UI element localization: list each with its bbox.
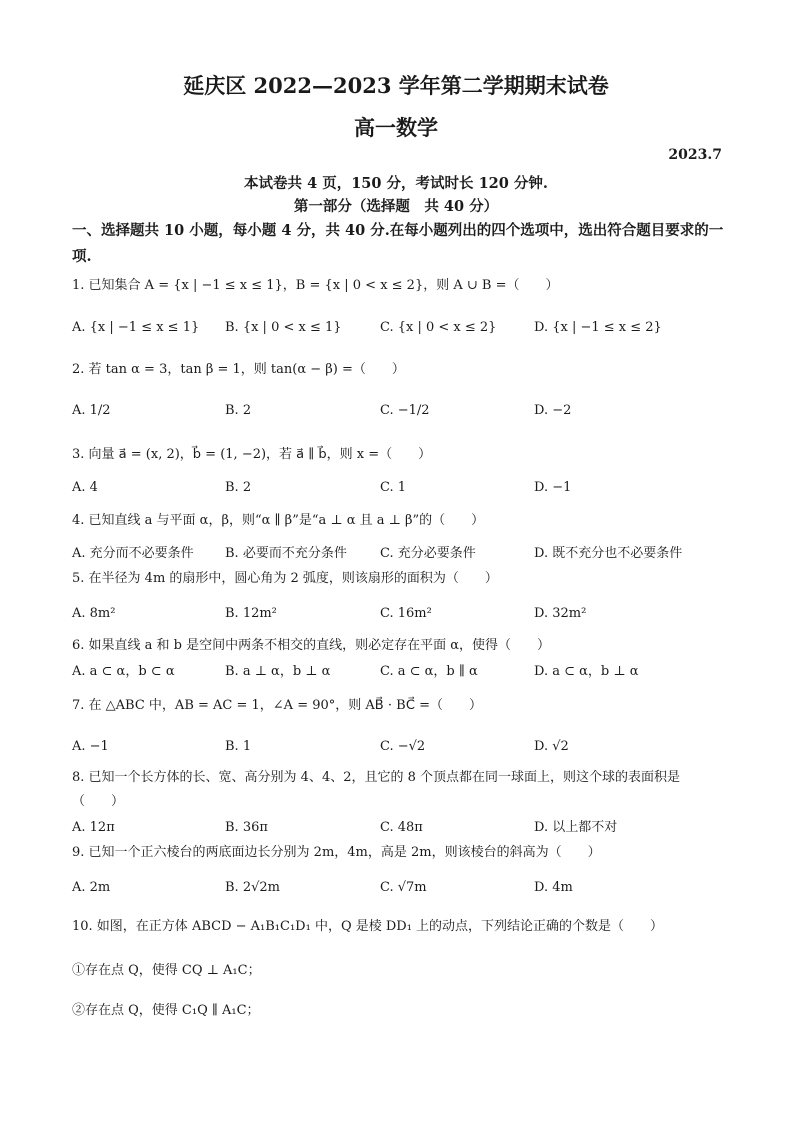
question-2-option-a: A. 1/2 bbox=[72, 403, 111, 418]
part-heading: 第一部分（选择题 共 40 分） bbox=[293, 198, 499, 215]
question-5-option-b: B. 12m² bbox=[225, 606, 277, 621]
question-1-stem: 1. 已知集合 A = {x | −1 ≤ x ≤ 1}，B = {x | 0 < x ≤ 2}，则 A ∪ B =（ ） bbox=[72, 278, 559, 293]
question-5-option-d: D. 32m² bbox=[534, 606, 587, 621]
question-9-option-b: B. 2√2m bbox=[225, 880, 280, 895]
question-8-stem-continued: （ ） bbox=[72, 794, 125, 809]
question-7-option-b: B. 1 bbox=[225, 739, 252, 754]
question-3-option-c: C. 1 bbox=[380, 480, 407, 495]
section-heading: 一、选择题共 10 小题，每小题 4 分，共 40 分.在每小题列出的四个选项中，选出符合题目要求的一项. bbox=[72, 222, 724, 265]
question-4-option-c: C. 充分必要条件 bbox=[380, 546, 476, 561]
question-2-option-c: C. −1/2 bbox=[380, 403, 430, 418]
question-6-option-c: C. a ⊂ α，b ∥ α bbox=[380, 664, 478, 679]
question-9-stem: 9. 已知一个正六棱台的两底面边长分别为 2m，4m，高是 2m，则该棱台的斜高为（ ） bbox=[72, 845, 601, 860]
question-4-option-a: A. 充分而不必要条件 bbox=[72, 546, 194, 561]
question-3-stem: 3. 向量 a⃗ = (x, 2)，b⃗ = (1, −2)，若 a⃗ ∥ b⃗，则 x =（ ） bbox=[72, 447, 432, 462]
question-6-option-d: D. a ⊂ α，b ⊥ α bbox=[534, 664, 639, 679]
question-2-option-b: B. 2 bbox=[225, 403, 252, 418]
question-4-option-b: B. 必要而不充分条件 bbox=[225, 546, 347, 561]
question-1-option-d: D. {x | −1 ≤ x ≤ 2} bbox=[534, 320, 662, 335]
question-8-option-d: D. 以上都不对 bbox=[534, 820, 618, 835]
question-6-option-b: B. a ⊥ α，b ⊥ α bbox=[225, 664, 331, 679]
question-10-statement-1: ①存在点 Q，使得 CQ ⊥ A₁C； bbox=[72, 963, 261, 978]
question-8-option-b: B. 36π bbox=[225, 820, 268, 835]
question-10-statement-2: ②存在点 Q，使得 C₁Q ∥ A₁C； bbox=[72, 1003, 260, 1018]
question-7-option-a: A. −1 bbox=[72, 739, 109, 754]
question-2-option-d: D. −2 bbox=[534, 403, 572, 418]
question-9-option-d: D. 4m bbox=[534, 880, 573, 895]
question-4-stem: 4. 已知直线 a 与平面 α，β，则“α ∥ β”是“a ⊥ α 且 a ⊥ β”的（ ） bbox=[72, 513, 485, 528]
question-5-stem: 5. 在半径为 4m 的扇形中，圆心角为 2 弧度，则该扇形的面积为（ ） bbox=[72, 571, 498, 586]
exam-title: 延庆区 2022—2023 学年第二学期期末试卷 bbox=[183, 73, 609, 98]
question-9-option-a: A. 2m bbox=[72, 880, 111, 895]
question-7-option-d: D. √2 bbox=[534, 739, 569, 754]
question-2-stem: 2. 若 tan α = 3，tan β = 1，则 tan(α − β) =（ ） bbox=[72, 362, 405, 377]
question-10-stem: 10. 如图，在正方体 ABCD − A₁B₁C₁D₁ 中，Q 是棱 DD₁ 上的动点，下列结论正确的个数是（ ） bbox=[72, 919, 664, 934]
question-6-stem: 6. 如果直线 a 和 b 是空间中两条不相交的直线，则必定存在平面 α，使得（ ） bbox=[72, 638, 551, 653]
exam-date: 2023.7 bbox=[668, 147, 722, 163]
question-8-option-c: C. 48π bbox=[380, 820, 423, 835]
exam-info: 本试卷共 4 页，150 分，考试时长 120 分钟. bbox=[244, 175, 548, 192]
exam-subtitle: 高一数学 bbox=[354, 115, 438, 140]
question-8-option-a: A. 12π bbox=[72, 820, 115, 835]
question-1-option-a: A. {x | −1 ≤ x ≤ 1} bbox=[72, 320, 200, 335]
question-5-option-c: C. 16m² bbox=[380, 606, 432, 621]
question-4-option-d: D. 既不充分也不必要条件 bbox=[534, 546, 683, 561]
question-7-stem: 7. 在 △ABC 中，AB = AC = 1，∠A = 90°，则 AB⃗ · BC⃗ =（ ） bbox=[72, 698, 483, 713]
question-1-option-c: C. {x | 0 < x ≤ 2} bbox=[380, 320, 497, 335]
question-3-option-b: B. 2 bbox=[225, 480, 252, 495]
question-3-option-a: A. 4 bbox=[72, 480, 98, 495]
question-5-option-a: A. 8m² bbox=[72, 606, 116, 621]
question-8-stem: 8. 已知一个长方体的长、宽、高分别为 4、4、2，且它的 8 个顶点都在同一球面上，则这个球的表面积是 bbox=[72, 770, 681, 785]
question-1-option-b: B. {x | 0 < x ≤ 1} bbox=[225, 320, 342, 335]
question-9-option-c: C. √7m bbox=[380, 880, 427, 895]
question-7-option-c: C. −√2 bbox=[380, 739, 426, 754]
question-3-option-d: D. −1 bbox=[534, 480, 572, 495]
question-6-option-a: A. a ⊂ α，b ⊂ α bbox=[72, 664, 175, 679]
